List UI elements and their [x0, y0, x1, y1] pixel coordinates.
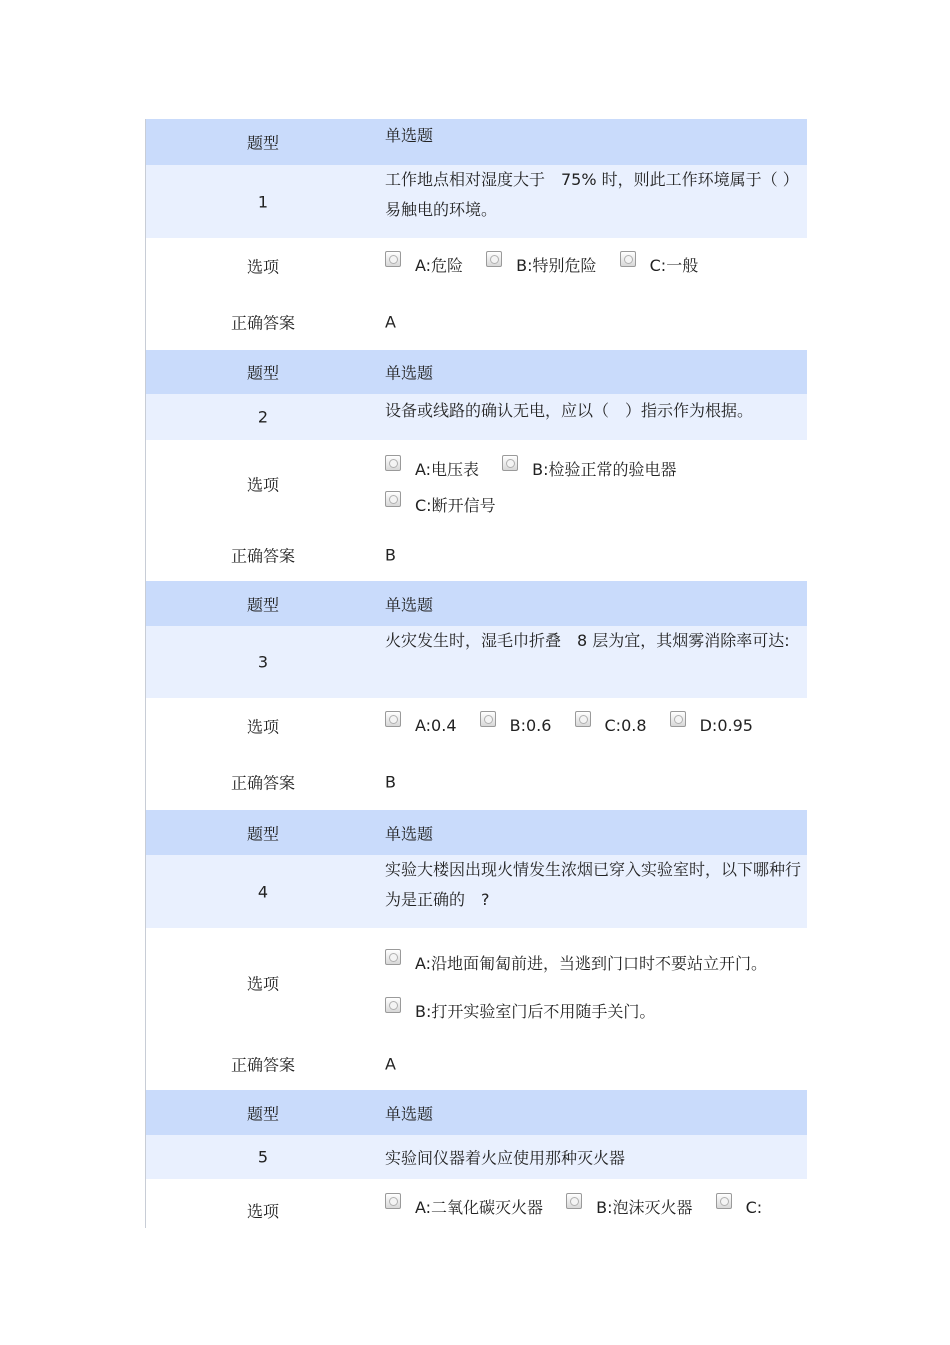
radio-icon[interactable] [566, 1193, 582, 1209]
answer-label: 正确答案 [230, 313, 295, 332]
type-value: 单选题 [385, 363, 434, 383]
answer-value: A [385, 312, 396, 331]
type-value: 单选题 [385, 595, 434, 614]
answer-row [146, 293, 807, 350]
type-row [146, 1090, 807, 1135]
option-label: A:0.4 [415, 715, 457, 735]
question-text: 实验大楼因出现火情发生浓烟已穿入实验室时，以下哪种行为是正确的 ? [385, 860, 802, 909]
type-value: 单选题 [385, 1104, 434, 1123]
option-label: B:泡沫灭火器 [596, 1198, 693, 1217]
option-label: B:0.6 [509, 715, 552, 735]
options-label: 选项 [246, 1202, 279, 1221]
option-a[interactable] [385, 711, 457, 741]
radio-icon[interactable] [385, 997, 401, 1013]
answer-label: 正确答案 [230, 546, 295, 565]
options-label: 选项 [246, 257, 279, 276]
answer-label: 正确答案 [230, 1055, 295, 1074]
options-row [146, 1179, 807, 1228]
options-row [146, 698, 807, 753]
question-text: 设备或线路的确认无电，应以（ ）指示作为根据。 [385, 401, 754, 420]
option-b[interactable] [480, 711, 552, 741]
options-group [385, 940, 803, 1036]
options-group [385, 452, 803, 524]
option-label: B:打开实验室门后不用随手关门。 [415, 1002, 656, 1021]
options-group [385, 251, 803, 281]
option-c[interactable] [716, 1193, 763, 1223]
options-group [385, 1193, 803, 1223]
question-row [146, 1135, 807, 1179]
option-label: C: [745, 1198, 763, 1217]
option-a[interactable] [385, 940, 767, 988]
option-label: B:特别危险 [516, 255, 597, 275]
option-b[interactable] [486, 251, 596, 281]
type-row [146, 810, 807, 855]
type-row [146, 119, 807, 165]
radio-icon[interactable] [716, 1193, 732, 1209]
options-label: 选项 [246, 475, 279, 495]
radio-icon[interactable] [502, 455, 518, 471]
option-c[interactable] [620, 251, 699, 281]
question-text: 火灾发生时，湿毛巾折叠 8 层为宜，其烟雾消除率可达: [385, 631, 790, 650]
question-number: 2 [257, 407, 269, 427]
option-label: A:沿地面匍匐前进，当逃到门口时不要站立开门。 [415, 954, 768, 973]
radio-icon[interactable] [575, 711, 591, 727]
type-label: 题型 [246, 1104, 279, 1123]
radio-icon[interactable] [385, 949, 401, 965]
answer-value: B [385, 772, 396, 791]
radio-icon[interactable] [620, 251, 636, 267]
answer-row [146, 1037, 807, 1090]
type-row [146, 581, 807, 626]
radio-icon[interactable] [385, 455, 401, 471]
option-label: D:0.95 [699, 715, 753, 735]
option-label: C:断开信号 [415, 496, 496, 515]
options-label: 选项 [246, 974, 279, 993]
option-b[interactable] [566, 1193, 692, 1223]
answer-row [146, 528, 807, 581]
options-row [146, 440, 807, 528]
option-label: A:危险 [415, 255, 464, 275]
option-d[interactable] [670, 711, 753, 741]
type-row [146, 350, 807, 394]
radio-icon[interactable] [385, 711, 401, 727]
type-label: 题型 [246, 824, 279, 843]
question-row [146, 626, 807, 698]
type-label: 题型 [246, 595, 279, 614]
radio-icon[interactable] [670, 711, 686, 727]
option-label: B:检验正常的验电器 [532, 460, 677, 479]
option-c[interactable] [575, 711, 647, 741]
option-label: A:二氧化碳灭火器 [415, 1198, 544, 1217]
type-label: 题型 [246, 133, 279, 153]
question-row [146, 394, 807, 440]
options-row [146, 928, 807, 1037]
options-row [146, 238, 807, 293]
radio-icon[interactable] [480, 711, 496, 727]
type-value: 单选题 [385, 126, 434, 145]
option-label: A:电压表 [415, 460, 480, 479]
answer-row [146, 753, 807, 810]
question-number: 1 [257, 192, 269, 211]
question-number: 4 [257, 882, 269, 901]
option-b[interactable] [502, 452, 676, 488]
quiz-table [145, 119, 807, 1228]
option-a[interactable] [385, 452, 479, 488]
option-a[interactable] [385, 251, 463, 281]
type-value: 单选题 [385, 824, 434, 843]
option-a[interactable] [385, 1193, 543, 1223]
answer-value: A [385, 1054, 396, 1073]
question-text: 工作地点相对湿度大于 75% 时，则此工作环境属于（ ）易触电的环境。 [385, 170, 799, 219]
option-b[interactable] [385, 988, 655, 1036]
options-group [385, 711, 803, 741]
answer-label: 正确答案 [230, 773, 295, 792]
option-c[interactable] [385, 488, 496, 524]
options-label: 选项 [246, 717, 279, 736]
type-label: 题型 [246, 363, 279, 383]
radio-icon[interactable] [385, 491, 401, 507]
radio-icon[interactable] [486, 251, 502, 267]
question-number: 3 [257, 652, 269, 672]
option-label: C:0.8 [604, 715, 647, 735]
question-row [146, 855, 807, 928]
radio-icon[interactable] [385, 251, 401, 267]
question-row [146, 165, 807, 238]
radio-icon[interactable] [385, 1193, 401, 1209]
answer-value: B [385, 545, 396, 564]
question-text: 实验间仪器着火应使用那种灭火器 [385, 1148, 626, 1168]
question-number: 5 [257, 1147, 269, 1167]
option-label: C:一般 [649, 255, 699, 275]
